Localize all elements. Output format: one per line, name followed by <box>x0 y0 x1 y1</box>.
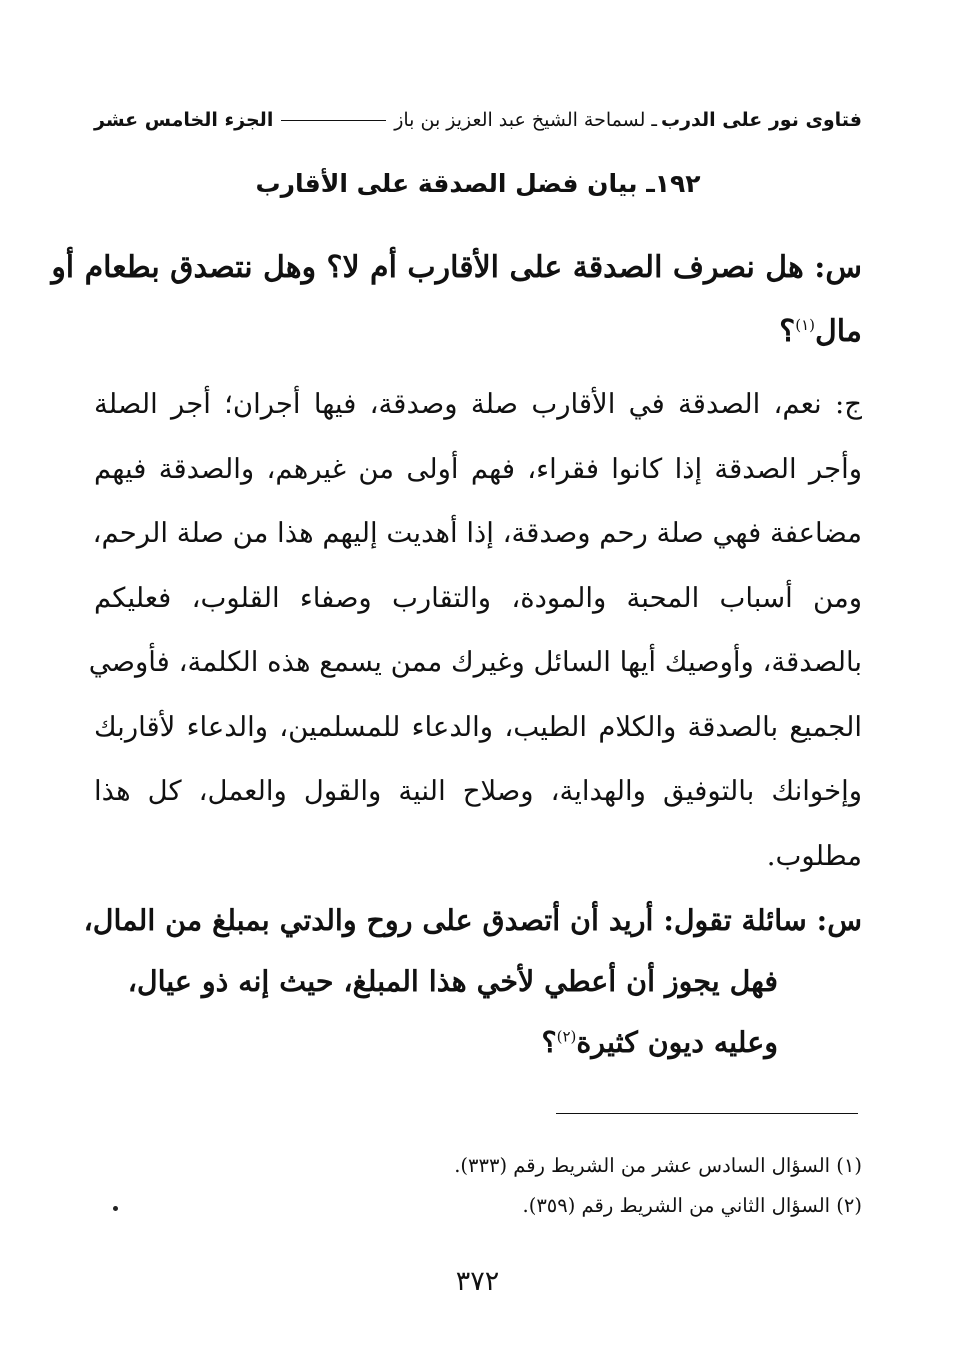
answer-line: وأجر الصدقة إذا كانوا فقراء، فهم أولى من غيرهم، والصدقة فيهم <box>94 452 862 485</box>
footnote-separator <box>556 1113 858 1114</box>
section-title: ١٩٢ـ بيان فضل الصدقة على الأقارب <box>255 169 701 198</box>
question-mark: ؟ <box>541 1025 557 1059</box>
answer-line: الجميع بالصدقة والكلام الطيب، والدعاء للمسلمين، والدعاء لأقاربك <box>94 710 862 743</box>
header-rule <box>281 120 386 121</box>
question-1-last-line <box>94 300 862 364</box>
footnote-marker-1: (١) <box>795 316 815 334</box>
header-author: ـ لسماحة الشيخ عبد العزيز بن باز <box>394 109 657 131</box>
answer-line: ومن أسباب المحبة والمودة، والتقارب وصفاء القلوب، فعليكم <box>94 581 862 614</box>
footnote-marker-2: (٢) <box>556 1027 577 1046</box>
header-book-title: فتاوى نور على الدرب <box>661 109 862 131</box>
header-title-group <box>394 109 862 131</box>
answer-line: ج: نعم، الصدقة في الأقارب صلة وصدقة، فيها أجران؛ أجر الصلة <box>94 388 862 420</box>
question-2-line: س: سائلة تقول: أريد أن أتصدق على روح والدتي بمبلغ من المال، <box>83 903 862 937</box>
question-2-line: وعليه ديون كثيرة <box>576 1025 778 1059</box>
footnote-1: (١) السؤال السادس عشر من الشريط رقم (٣٣٣). <box>454 1154 862 1177</box>
header-volume: الجزء الخامس عشر <box>94 109 274 131</box>
answer-line: بالصدقة، وأوصيك أيها السائل وغيرك ممن يسمع هذه الكلمة، فأوصي <box>88 646 862 678</box>
running-header <box>94 103 862 137</box>
page-number: ٣٧٢ <box>455 1266 500 1297</box>
question-1 <box>51 236 862 364</box>
footnote-2: (٢) السؤال الثاني من الشريط رقم (٣٥٩). <box>522 1194 862 1217</box>
ink-speck <box>113 1206 118 1211</box>
question-2-line: فهل يجوز أن أعطي لأخي هذا المبلغ، حيث إنه ذو عيال، <box>127 964 778 998</box>
question-1-line: مال <box>814 314 862 349</box>
answer-1 <box>88 372 862 888</box>
question-1-line: س: هل نصرف الصدقة على الأقارب أم لا؟ وهل نتصدق بطعام أو <box>51 250 862 285</box>
answer-line: وإخوانك بالتوفيق والهداية، وصلاح النية والقول والعمل، كل هذا <box>94 775 862 807</box>
question-2 <box>83 890 862 1073</box>
question-2-last-line <box>94 1012 862 1073</box>
answer-line: مطلوب. <box>766 839 862 872</box>
footnotes <box>94 1146 862 1226</box>
answer-line: مضاعفة فهي صلة رحم وصدقة، إذا أهديت إليهم هذا من صلة الرحم، <box>92 517 862 549</box>
question-mark: ؟ <box>779 314 796 349</box>
